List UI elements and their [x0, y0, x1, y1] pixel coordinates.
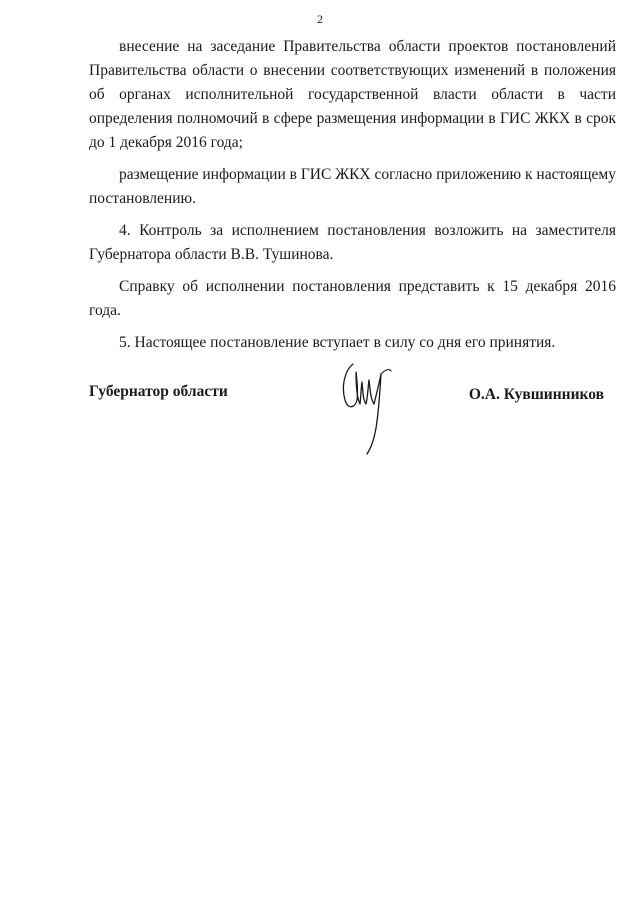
signatory-name: О.А. Кувшинников [468, 386, 604, 403]
page-number: 2 [317, 12, 323, 26]
handwritten-signature [339, 356, 401, 456]
signatory-title: Губернатор области [89, 383, 228, 400]
paragraph-effective: 5. Настоящее постановление вступает в силу со дня его принятия. [119, 334, 556, 351]
paragraph-submission: внесение на заседание Правительства области проектов постановлений Правительства области о внесении соответствующих изменений в положения об органах исполнительной государственной власти области в части определения полномочий в сфере размещения информации в ГИС ЖКХ в срок до 1 декабря 2016 года; [89, 38, 616, 151]
signature-block [89, 356, 616, 466]
paragraph-placement: размещение информации в ГИС ЖКХ согласно приложению к настоящему постановлению. [89, 166, 616, 207]
paragraph-report: Справку об исполнении постановления представить к 15 декабря 2016 года. [89, 278, 616, 319]
document-body [89, 35, 616, 355]
paragraph-control: 4. Контроль за исполнением постановления возложить на заместителя Губернатора области В.В. Тушинова. [89, 222, 616, 263]
